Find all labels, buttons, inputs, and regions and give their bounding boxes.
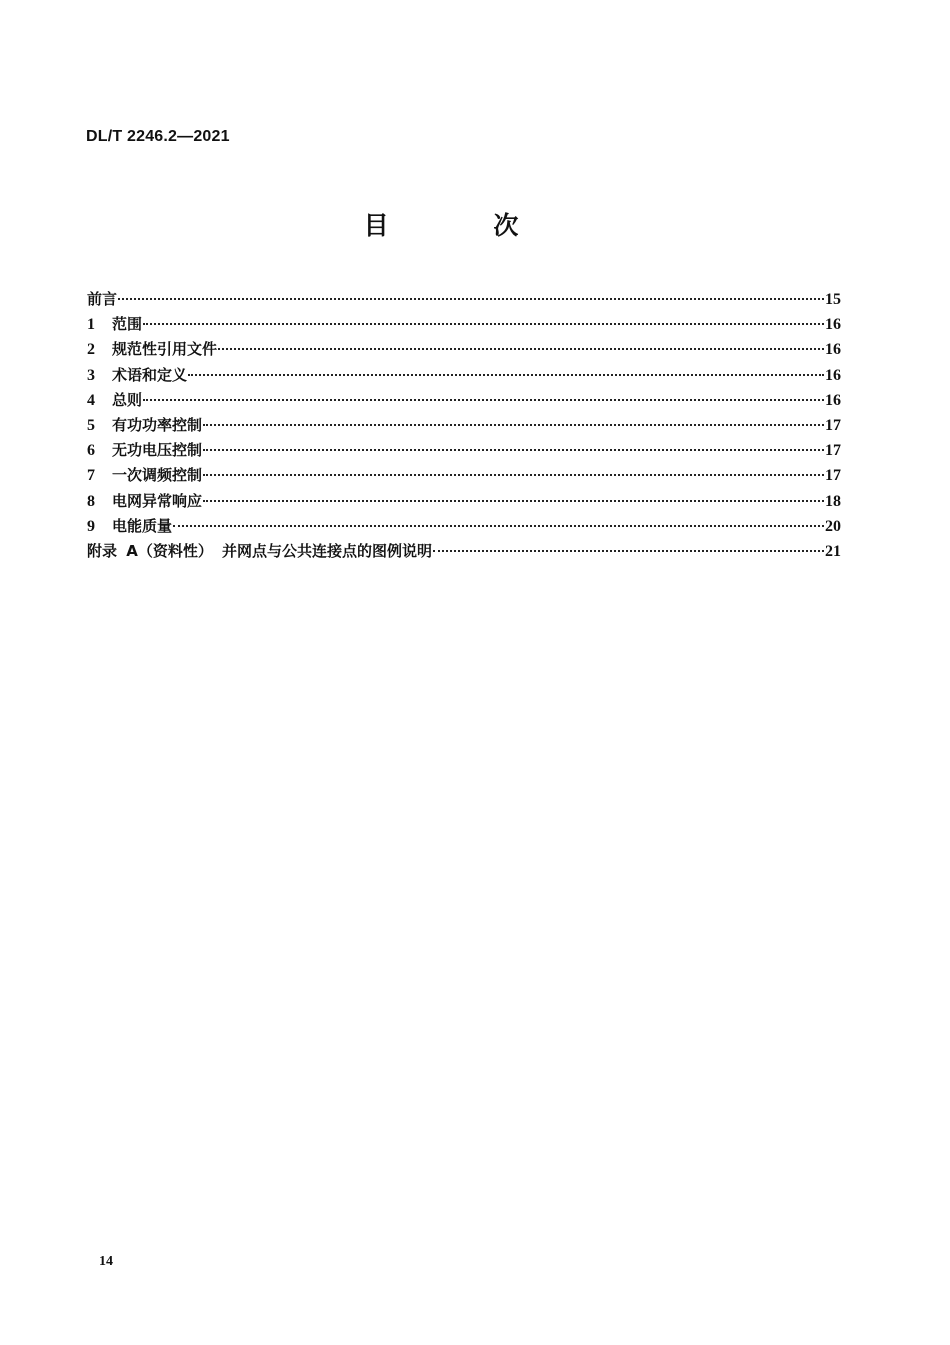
toc-entry-page: 15 xyxy=(825,291,841,308)
dot-leader xyxy=(433,550,824,552)
toc-entry-page: 16 xyxy=(825,341,841,359)
toc-entry-1[interactable] xyxy=(87,313,841,338)
toc-entry-page: 17 xyxy=(825,416,841,434)
toc-entry-page: 16 xyxy=(825,366,841,384)
toc-entry-9[interactable] xyxy=(87,515,841,540)
toc-entry-number: 7 xyxy=(87,467,95,485)
toc-entry-title: 术语和定义 xyxy=(112,365,188,384)
toc-entry-title: 电能质量 xyxy=(112,516,173,535)
toc-entry-page: 17 xyxy=(825,442,841,460)
toc-entry-title: 电网异常响应 xyxy=(112,491,203,510)
toc-entry-number: 3 xyxy=(87,366,95,384)
toc-entry-number: 9 xyxy=(87,517,95,535)
toc-entry-number: 6 xyxy=(87,442,95,460)
toc-entry-page: 17 xyxy=(825,467,841,485)
toc-entry-2[interactable] xyxy=(87,338,841,363)
toc-entry-number: 4 xyxy=(87,391,95,409)
toc-title: 目 次 xyxy=(363,211,567,240)
toc-entry-number: 2 xyxy=(87,341,95,359)
dot-leader xyxy=(203,449,824,451)
toc-entry-title: 规范性引用文件 xyxy=(112,340,218,359)
toc-entry-title: 前言 xyxy=(87,290,118,308)
toc-entry-4[interactable] xyxy=(87,389,841,414)
toc-entry-number: 5 xyxy=(87,416,95,434)
dot-leader xyxy=(143,323,824,325)
toc-entry-foreword[interactable] xyxy=(87,288,841,313)
dot-leader xyxy=(203,500,824,502)
toc-entry-number: 1 xyxy=(87,316,95,334)
toc-entry-8[interactable] xyxy=(87,490,841,515)
page-number: 14 xyxy=(99,1254,113,1269)
toc-entry-number: 8 xyxy=(87,492,95,510)
toc-entry-5[interactable] xyxy=(87,414,841,439)
toc-entry-page: 21 xyxy=(825,542,841,560)
toc-entry-title: 范围 xyxy=(112,315,143,334)
toc-entry-3[interactable] xyxy=(87,364,841,389)
dot-leader xyxy=(188,374,824,376)
toc-entry-page: 20 xyxy=(825,517,841,535)
toc-entry-page: 16 xyxy=(825,316,841,334)
toc-entry-title: 无功电压控制 xyxy=(112,441,203,460)
dot-leader xyxy=(173,525,824,527)
standard-number: DL/T 2246.2—2021 xyxy=(86,128,230,145)
table-of-contents xyxy=(87,288,841,565)
dot-leader xyxy=(143,399,824,401)
toc-entry-page: 16 xyxy=(825,391,841,409)
toc-entry-page: 18 xyxy=(825,492,841,510)
toc-entry-title: 有功功率控制 xyxy=(112,415,203,434)
dot-leader xyxy=(218,348,824,350)
dot-leader xyxy=(118,298,824,300)
toc-entry-appendix-a[interactable] xyxy=(87,540,841,565)
toc-entry-7[interactable] xyxy=(87,464,841,489)
toc-entry-title: 附录 A（资料性） 并网点与公共连接点的图例说明 xyxy=(87,541,433,560)
toc-entry-6[interactable] xyxy=(87,439,841,464)
toc-entry-title: 一次调频控制 xyxy=(112,466,203,485)
dot-leader xyxy=(203,424,824,426)
toc-entry-title: 总则 xyxy=(112,390,143,409)
dot-leader xyxy=(203,474,824,476)
